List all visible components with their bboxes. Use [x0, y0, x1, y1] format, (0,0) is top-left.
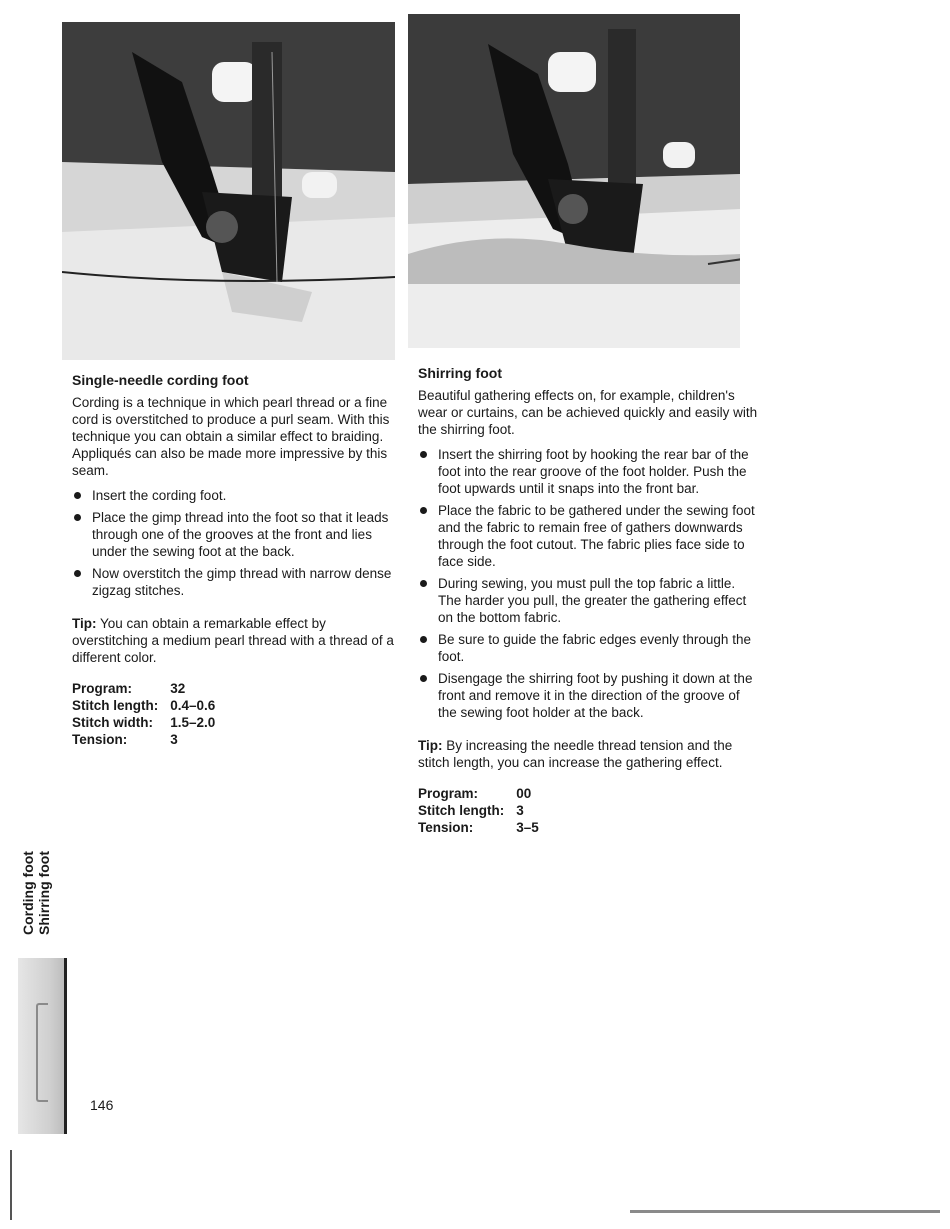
footer-rule: [630, 1210, 940, 1213]
settings-row: Stitch length: 3: [418, 803, 524, 818]
side-chapter-label: [20, 851, 52, 935]
bullet-icon: [420, 636, 427, 643]
bullet-icon: [420, 451, 427, 458]
settings-table: [418, 785, 551, 836]
shirring-foot-photo: [408, 14, 740, 348]
bullet-icon: [74, 492, 81, 499]
list-item: During sewing, you must pull the top fabric a little. The harder you pull, the greater the gathering effect on the bottom fabric.: [418, 575, 758, 626]
list-item: Now overstitch the gimp thread with narrow dense zigzag stitches.: [72, 565, 402, 599]
cording-foot-photo: [62, 22, 395, 360]
list-item: Disengage the shirring foot by pushing it down at the front and remove it in the direction of the groove of the sewing foot holder at the back.: [418, 670, 758, 721]
settings-row: Tension: 3: [72, 732, 178, 747]
settings-row: Program: 00: [418, 786, 532, 801]
bullet-icon: [420, 507, 427, 514]
tip-paragraph: [72, 615, 402, 666]
tip-label: Tip:: [72, 616, 97, 631]
settings-row: Stitch width: 1.5–2.0: [72, 715, 216, 730]
list-item: Place the fabric to be gathered under the sewing foot and the fabric to remain free of gathers downwards through the foot cutout. The fabric plies face side to face side.: [418, 502, 758, 570]
right-column: [418, 365, 758, 836]
section-title: Single-needle cording foot: [72, 372, 249, 388]
tab-bracket-icon: [36, 1003, 48, 1102]
tip-text: You can obtain a remarkable effect by overstitching a medium pearl thread with a thread of a different color.: [72, 616, 394, 665]
bullet-icon: [74, 514, 81, 521]
settings-row: Program: 32: [72, 681, 186, 696]
left-column: [72, 372, 402, 748]
section-title: Shirring foot: [418, 365, 502, 381]
bullet-icon: [420, 580, 427, 587]
side-label-line: Shirring foot: [36, 851, 52, 935]
list-item: Place the gimp thread into the foot so that it leads through one of the grooves at the front and lies under the sewing foot at the back.: [72, 509, 402, 560]
settings-table: [72, 680, 227, 748]
tip-text: By increasing the needle thread tension and the stitch length, you can increase the gathering effect.: [418, 738, 733, 770]
page-number: 146: [90, 1097, 114, 1113]
list-item: Be sure to guide the fabric edges evenly through the foot.: [418, 631, 758, 665]
instruction-list: [418, 446, 758, 721]
instruction-list: [72, 487, 402, 599]
tip-paragraph: [418, 737, 758, 771]
bullet-icon: [74, 570, 81, 577]
intro-paragraph: Beautiful gathering effects on, for example, children's wear or curtains, can be achieved quickly and easily with the shirring foot.: [418, 388, 758, 437]
chapter-thumb-tab: [18, 958, 67, 1134]
list-item: Insert the cording foot.: [72, 487, 402, 504]
bullet-icon: [420, 675, 427, 682]
tip-label: Tip:: [418, 738, 443, 753]
side-label-line: Cording foot: [20, 851, 36, 935]
settings-row: Stitch length: 0.4–0.6: [72, 698, 216, 713]
margin-rule: [10, 1150, 12, 1220]
settings-row: Tension: 3–5: [418, 820, 539, 835]
intro-paragraph: Cording is a technique in which pearl thread or a fine cord is overstitched to produce a purl seam. With this technique you can obtain a similar effect to braiding. Appliqués can also be made more impressive by this seam.: [72, 395, 390, 478]
list-item: Insert the shirring foot by hooking the rear bar of the foot into the rear groove of the foot holder. Push the foot upwards until it snaps into the front bar.: [418, 446, 758, 497]
